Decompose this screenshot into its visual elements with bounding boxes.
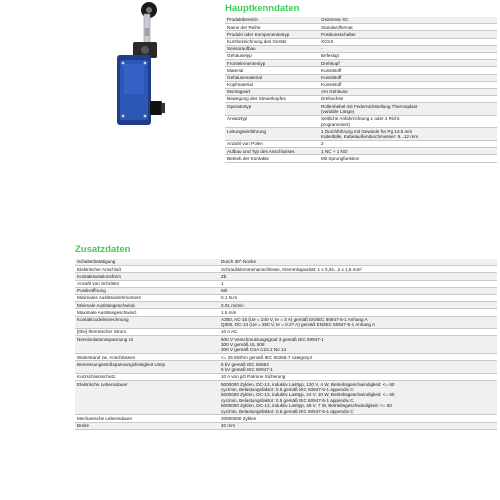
table-row xyxy=(225,155,497,162)
spec-value-line: Durch 30°-Nocke xyxy=(221,259,257,265)
spec-value xyxy=(219,374,497,381)
spec-name: Nennisolationsspannung Ui xyxy=(75,336,219,354)
spec-value xyxy=(319,45,497,52)
table-row xyxy=(225,17,497,24)
spec-value-line: XCKS xyxy=(321,38,334,44)
spec-name: Material xyxy=(225,67,319,74)
spec-name: Elektrische Lebensdauer xyxy=(75,381,219,415)
spec-name: Kurzschlussschutz xyxy=(75,374,219,381)
main-specs-table xyxy=(225,17,497,163)
table-row xyxy=(225,128,497,141)
table-row xyxy=(75,302,497,309)
spec-value-line: 40 mm xyxy=(221,423,236,429)
table-row xyxy=(75,287,497,294)
table-row xyxy=(75,294,497,301)
table-row xyxy=(225,52,497,59)
spec-value xyxy=(319,67,497,74)
spec-value-line: Zb xyxy=(221,273,227,279)
table-row xyxy=(225,96,497,103)
spec-name: Kontaktisolationsform xyxy=(75,273,219,280)
spec-value xyxy=(319,128,497,141)
spec-value-line: 1 xyxy=(221,280,224,286)
spec-value-line: Drehkopf xyxy=(321,60,340,66)
table-row xyxy=(75,266,497,273)
spec-name: Minimale Auslösegeschwind. xyxy=(75,302,219,309)
table-row xyxy=(225,38,497,45)
spec-name: Name der Reihe xyxy=(225,24,319,31)
table-row xyxy=(225,88,497,95)
spec-value xyxy=(219,294,497,301)
spec-value-line: Drehachse xyxy=(321,96,344,102)
spec-value xyxy=(319,88,497,95)
table-row xyxy=(75,422,497,429)
spec-value xyxy=(219,422,497,429)
spec-name: Bewegung des Steuerkopfes xyxy=(225,96,319,103)
spec-name: Operatortyp xyxy=(225,103,319,116)
spec-value-line: Seitliche Anfahrrichtung 1 oder 2 Richt. xyxy=(321,116,401,122)
table-row xyxy=(75,273,497,280)
spec-value xyxy=(319,81,497,88)
spec-value xyxy=(219,336,497,354)
spec-value xyxy=(319,17,497,24)
spec-value-line: 500 V Verschmutzungsgrad 3 gemäß IEC 60947-1 xyxy=(221,336,324,342)
table-row xyxy=(225,81,497,88)
spec-value-line: 20000000 Zyklen xyxy=(221,415,257,421)
spec-name: Schalterbetätigung xyxy=(75,259,219,266)
spec-value-line: Kunststoff xyxy=(321,67,342,73)
spec-value-line: cyc/min, Belastungsfaktor: 0.5 gemäß IEC 60947-5-1 appendix C xyxy=(221,408,354,414)
spec-value-line: 1 Durchführung mit Gewinde für Pg 13.5 mm xyxy=(321,128,413,134)
spec-name: Gehäusetyp xyxy=(225,52,319,59)
spec-value-line: 0.1 N.m xyxy=(221,295,238,301)
spec-value-line: 5000000 Zyklen, DC-13, induktiv Lasttyp, 48 V, 7 W, Betriebsgeschwindigkeit: <= 60 xyxy=(221,403,392,409)
spec-name: Widerstand zw. Anschlüssen xyxy=(75,354,219,361)
table-row xyxy=(75,329,497,336)
spec-value-line: 2 xyxy=(321,141,324,147)
spec-value xyxy=(219,361,497,374)
spec-value-line: Kunststoff xyxy=(321,82,342,88)
spec-value xyxy=(219,329,497,336)
spec-value-line: Befestigt xyxy=(321,53,339,59)
spec-name: Kurzbezeichnung des Geräts xyxy=(225,38,319,45)
spec-name: Mechanische Lebensdauer xyxy=(75,415,219,422)
spec-value xyxy=(319,115,497,128)
spec-value-line: 10 A von gG Patrone Sicherung xyxy=(221,374,286,380)
spec-value xyxy=(319,60,497,67)
spec-value-line: Kabeltülle, Kabelaußendurchmesser: 9...12 mm xyxy=(321,134,419,140)
spec-value-line: 6 kV gemäß IEC 60947-1 xyxy=(221,367,273,373)
spec-value-line: OsiSense XC xyxy=(321,17,349,23)
spec-name: Elektrischer Anschluß xyxy=(75,266,219,273)
spec-value xyxy=(319,52,497,59)
spec-value xyxy=(219,287,497,294)
table-row xyxy=(75,336,497,354)
table-row xyxy=(75,316,497,329)
spec-value-line: programmiert) xyxy=(321,121,350,127)
spec-value-line: Mit xyxy=(221,288,228,294)
spec-value xyxy=(319,148,497,155)
spec-name: Frontelemententyp xyxy=(225,60,319,67)
table-row xyxy=(225,31,497,38)
spec-value-line: - xyxy=(321,46,323,52)
table-row xyxy=(75,374,497,381)
spec-value-line: <= 25 MOhm gemäß IEC 60255-7 category3 xyxy=(221,354,312,360)
spec-value-line: A300, AC-15 (Ue = 240 V, Ie = 3 A) gemäß EN/IEC 60947-5-1 Anhang A xyxy=(221,316,368,322)
spec-value xyxy=(319,155,497,162)
spec-value-line: 5000000 Zyklen, DC-13, induktiv Lasttyp, 24 V, 10 W, Betriebsgeschwindigkeit: <= 60 xyxy=(221,392,395,398)
spec-value-line: Kunststoff xyxy=(321,74,342,80)
table-row xyxy=(225,24,497,31)
spec-value xyxy=(219,415,497,422)
table-row xyxy=(75,309,497,316)
spec-value-line: 0.01 m/min xyxy=(221,302,244,308)
spec-name: Leitungseinführung xyxy=(225,128,319,141)
spec-name: [Ithe] thermischer Strom xyxy=(75,329,219,336)
spec-value-line: 300 V gemäß UL 508 xyxy=(221,342,265,348)
spec-value-line: 5000000 Zyklen, DC-13, induktiv Lasttyp, 120 V, 4 W, Betriebsgeschwindigkeit: <= 60 xyxy=(221,381,395,387)
table-row xyxy=(75,280,497,287)
main-specs-heading: Hauptkenndaten xyxy=(225,3,300,14)
main-specs-section xyxy=(225,3,497,163)
table-row xyxy=(225,67,497,74)
spec-name: Positivöffnung xyxy=(75,287,219,294)
product-image xyxy=(0,0,215,128)
spec-name: Kontaktcodebezeichnung xyxy=(75,316,219,329)
spec-name: Bemessungsstoßspannungsfestigkeit Uimp xyxy=(75,361,219,374)
table-row xyxy=(225,141,497,148)
spec-value xyxy=(219,259,497,266)
spec-name: Anzahl von Polen xyxy=(225,141,319,148)
spec-name: Montageart xyxy=(225,88,319,95)
additional-specs-heading: Zusatzdaten xyxy=(75,244,131,255)
spec-name: Produktbereich xyxy=(225,17,319,24)
spec-name: Sensoraufbau xyxy=(225,45,319,52)
spec-value xyxy=(219,273,497,280)
spec-name: Maximale Auslösegeschwind. xyxy=(75,309,219,316)
spec-name: Betrieb der Kontakte xyxy=(225,155,319,162)
spec-value xyxy=(219,302,497,309)
spec-value-line: Schraubklemmenanschlüsse, Klemmkapazität: 1 x 0,34...2 x 1,5 mm² xyxy=(221,266,362,272)
spec-value xyxy=(319,24,497,31)
table-row xyxy=(75,259,497,266)
spec-value-line: Rollenhebel mit Federrückstellung Thermoplast xyxy=(321,103,418,109)
spec-value xyxy=(219,309,497,316)
spec-name: Aufbau und Typ des Anschlusses xyxy=(225,148,319,155)
spec-name: Produkt oder Komponententyp xyxy=(225,31,319,38)
spec-name: Minimales Auslösedrehmoment xyxy=(75,294,219,301)
spec-name: Ansatztyp xyxy=(225,115,319,128)
spec-value xyxy=(219,316,497,329)
table-row xyxy=(225,74,497,81)
table-row xyxy=(75,381,497,415)
spec-value xyxy=(219,280,497,287)
spec-value-line: 6 kV gemäß IEC 60664 xyxy=(221,361,269,367)
spec-value-line: 10 A AC xyxy=(221,329,238,335)
spec-value-line: (variable Länge) xyxy=(321,109,355,115)
spec-name: Breite xyxy=(75,422,219,429)
spec-value xyxy=(319,38,497,45)
spec-value-line: 300 V gemäß CSA C22.2 No 14 xyxy=(221,347,287,353)
spec-value xyxy=(319,31,497,38)
spec-name: Anzahl von Schritten xyxy=(75,280,219,287)
table-row xyxy=(225,115,497,128)
table-row xyxy=(75,354,497,361)
additional-specs-table xyxy=(75,259,497,430)
spec-value-line: Am Gehäuse xyxy=(321,89,348,95)
spec-value-line: cyc/min, Belastungsfaktor: 0.5 gemäß IEC 60947-5-1 appendix C xyxy=(221,397,354,403)
table-row xyxy=(225,148,497,155)
additional-specs-section xyxy=(75,244,497,430)
spec-value xyxy=(219,266,497,273)
spec-value-line: cyc/min, Belastungsfaktor: 0.5 gemäß IEC 60947-5-1 appendix C xyxy=(221,387,354,393)
spec-name: Kopfmaterial xyxy=(225,81,319,88)
spec-value-line: 1 NC + 1 NO xyxy=(321,148,348,154)
spec-value-line: Standardformat xyxy=(321,24,353,30)
spec-value xyxy=(219,381,497,415)
table-row xyxy=(225,103,497,116)
table-row xyxy=(225,45,497,52)
table-row xyxy=(75,415,497,422)
spec-value-line: 1.5 m/s xyxy=(221,309,237,315)
cable-gland-icon xyxy=(150,101,165,115)
spec-value xyxy=(219,354,497,361)
table-row xyxy=(225,60,497,67)
spec-value xyxy=(319,103,497,116)
spec-value-line: Positionsschalter xyxy=(321,31,356,37)
spec-value-line: Mit Sprungfunktion xyxy=(321,155,360,161)
switch-body-icon xyxy=(117,55,151,125)
table-row xyxy=(75,361,497,374)
spec-value-line: Q300, DC-13 (Ue = 250 V, Ie = 0.27 A) gemäß EN/IEC 60947-5-1 Anhang A xyxy=(221,322,376,328)
spec-value xyxy=(319,74,497,81)
spec-value xyxy=(319,141,497,148)
spec-name: Gehäusematerial xyxy=(225,74,319,81)
spec-value xyxy=(319,96,497,103)
